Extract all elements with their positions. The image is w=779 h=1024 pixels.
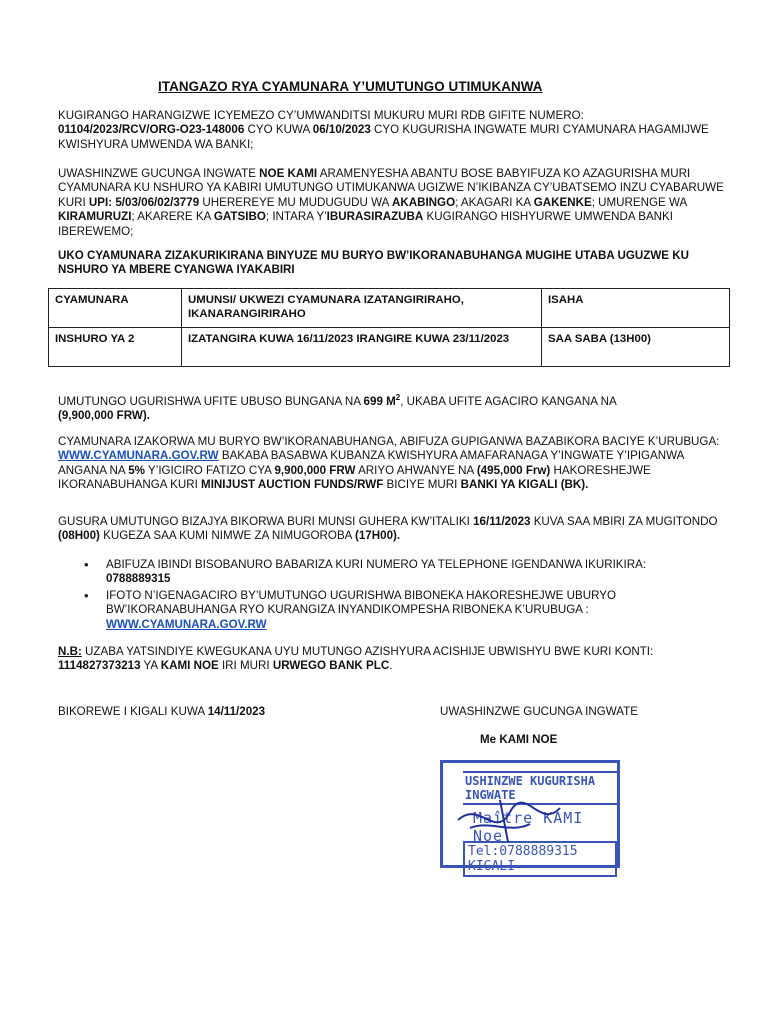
table-row [49,328,730,367]
list-item: • IFOTO N’IGENAGACIRO BY’UMUTUNGO UGURISHWA BIBONEKA HAKORESHEJWE UBURYO BW’IKORANABUHANGA RYO KURANGIZA INYANDIKOMPESHA RIBONEKA K’URUBUGA : WWW.CYAMUNARA.GOV.RW [58,589,726,632]
account-number: 1114827373213 [58,659,141,673]
paragraph-property: UWASHINZWE GUCUNGA INGWATE NOE KAMI ARAMENYESHA ABANTU BOSE BABYIFUZA KO AZAGURISHA MURI CYAMUNARA KU NSHURO YA KABIRI UMUTUNGO UTIMUKANWA UGIZWE N’IKIBANZA CY’UBATSEMO INZU CYABARUWE KURI UPI: 5/03/06/02/3779 UHEREREYE MU MUDUGUDU WA AKABINGO; AKAGARI KA GAKENKE; UMURENGE WA KIRAMURUZI; AKARERE KA GATSIBO; INTARA Y’IBURASIRAZUBA KUGIRANGO HISHYURWE UMWENDA BANKI IBEREWEMO; [58,167,724,238]
list-item: • ABIFUZA IBINDI BISOBANURO BABARIZA KURI NUMERO YA TELEPHONE IGENDANWA IKURIKIRA: 0788889315 [58,558,726,587]
signatory-role: UWASHINZWE GUCUNGA INGWATE [440,705,638,718]
table-header-cell: ISAHA [542,289,730,328]
written-date: 14/11/2023 [207,705,266,718]
table-header-cell: UMUNSI/ UKWEZI CYAMUNARA IZATANGIRIRAHO, IKANARANGIRIRAHO [182,289,542,328]
note-label: N.B: [58,645,82,658]
paragraph-auction-mode: UKO CYAMUNARA ZIZAKURIKIRANA BINYUZE MU BURYO BW’IKORANABUHANGA MUGIHE UTABA UGUZWE KU NSHURO YA MBERE CYANGWA IYAKABIRI [58,249,689,277]
handwritten-signature [450,790,570,850]
cyamunara-link[interactable]: WWW.CYAMUNARA.GOV.RW [106,617,267,631]
paragraph-decision: KUGIRANGO HARANGIZWE ICYEMEZO CY’UMWANDITSI MUKURU MURI RDB GIFITE NUMERO: 01104/2023/RCV/ORG-O23-148006 CYO KUWA 06/10/2023 CYO KUGURISHA INGWATE MURI CYAMUNARA HAGAMIJWE KWISHYURA UMWENDA WA BANKI; [58,109,709,151]
info-list [58,558,726,634]
paragraph-bidding: CYAMUNARA IZAKORWA MU BURYO BW’IKORANABUHANGA, ABIFUZA GUPIGANWA BAZABIKORA BACIYE K’URUBUGA: WWW.CYAMUNARA.GOV.RW BAKABA BASABWA KUBANZA KWISHYURA AMAFARANAGA Y’INGWATE Y’IPIGANWA ANGANA NA 5% Y’IGICIRO FATIZO CYA 9,900,000 FRW ARIYO AHWANYE NA (495,000 Frw) HAKORESHEJWE IKORANABUHANGA KURI MINIJUST AUCTION FUNDS/RWF BICIYE MURI BANKI YA KIGALI (BK). [58,435,720,492]
property-value: (9,900,000 FRW). [58,409,150,423]
document-title: ITANGAZO RYA CYAMUNARA Y’UMUTUNGO UTIMUKANWA [158,79,543,94]
paragraph-area-value: UMUTUNGO UGURISHWA UFITE UBUSO BUNGANA NA 699 $M^2$, UKABA UFITE AGACIRO KANGANA NA (9,900,000 FRW). [58,393,617,423]
table-header-cell: CYAMUNARA [49,289,182,328]
decision-date: 06/10/2023 [312,123,371,137]
official-stamp: USHINZWE KUGURISHA INGWATE Maître KAMI Noe Tel:0788889315 KIGALI [440,760,620,868]
decision-number: 01104/2023/RCV/ORG-O23-148006 [58,123,245,137]
paragraph-note: N.B: UZABA YATSINDIYE KWEGUKANA UYU MUTUNGO AZISHYURA ACISHIJE UBWISHYU BWE KURI KONTI: 1114827373213 YA KAMI NOE IRI MURI URWEGO BANK PLC. [58,645,654,673]
upi-number: UPI: 5/03/06/02/3779 [88,195,200,209]
manager-name: NOE KAMI [259,167,318,180]
auction-schedule-table [48,288,730,367]
paragraph-visit: GUSURA UMUTUNGO BIZAJYA BIKORWA BURI MUNSI GUHERA KW’ITALIKI 16/11/2023 KUVA SAA MBIRI ZA MUGITONDO (08H00) KUGEZA SAA KUMI NIMWE ZA NIMUGOROBA (17H00). [58,515,718,543]
phone-number: 0788889315 [106,572,171,586]
cyamunara-link[interactable]: WWW.CYAMUNARA.GOV.RW [58,449,219,463]
table-cell: INSHURO YA 2 [49,328,182,367]
signatory-name: Me KAMI NOE [480,733,558,746]
table-cell: SAA SABA (13H00) [542,328,730,367]
written-at: BIKOREWE I KIGALI KUWA 14/11/2023 [58,705,266,718]
table-header-row [49,289,730,328]
table-cell: IZATANGIRA KUWA 16/11/2023 IRANGIRE KUWA 23/11/2023 [182,328,542,367]
